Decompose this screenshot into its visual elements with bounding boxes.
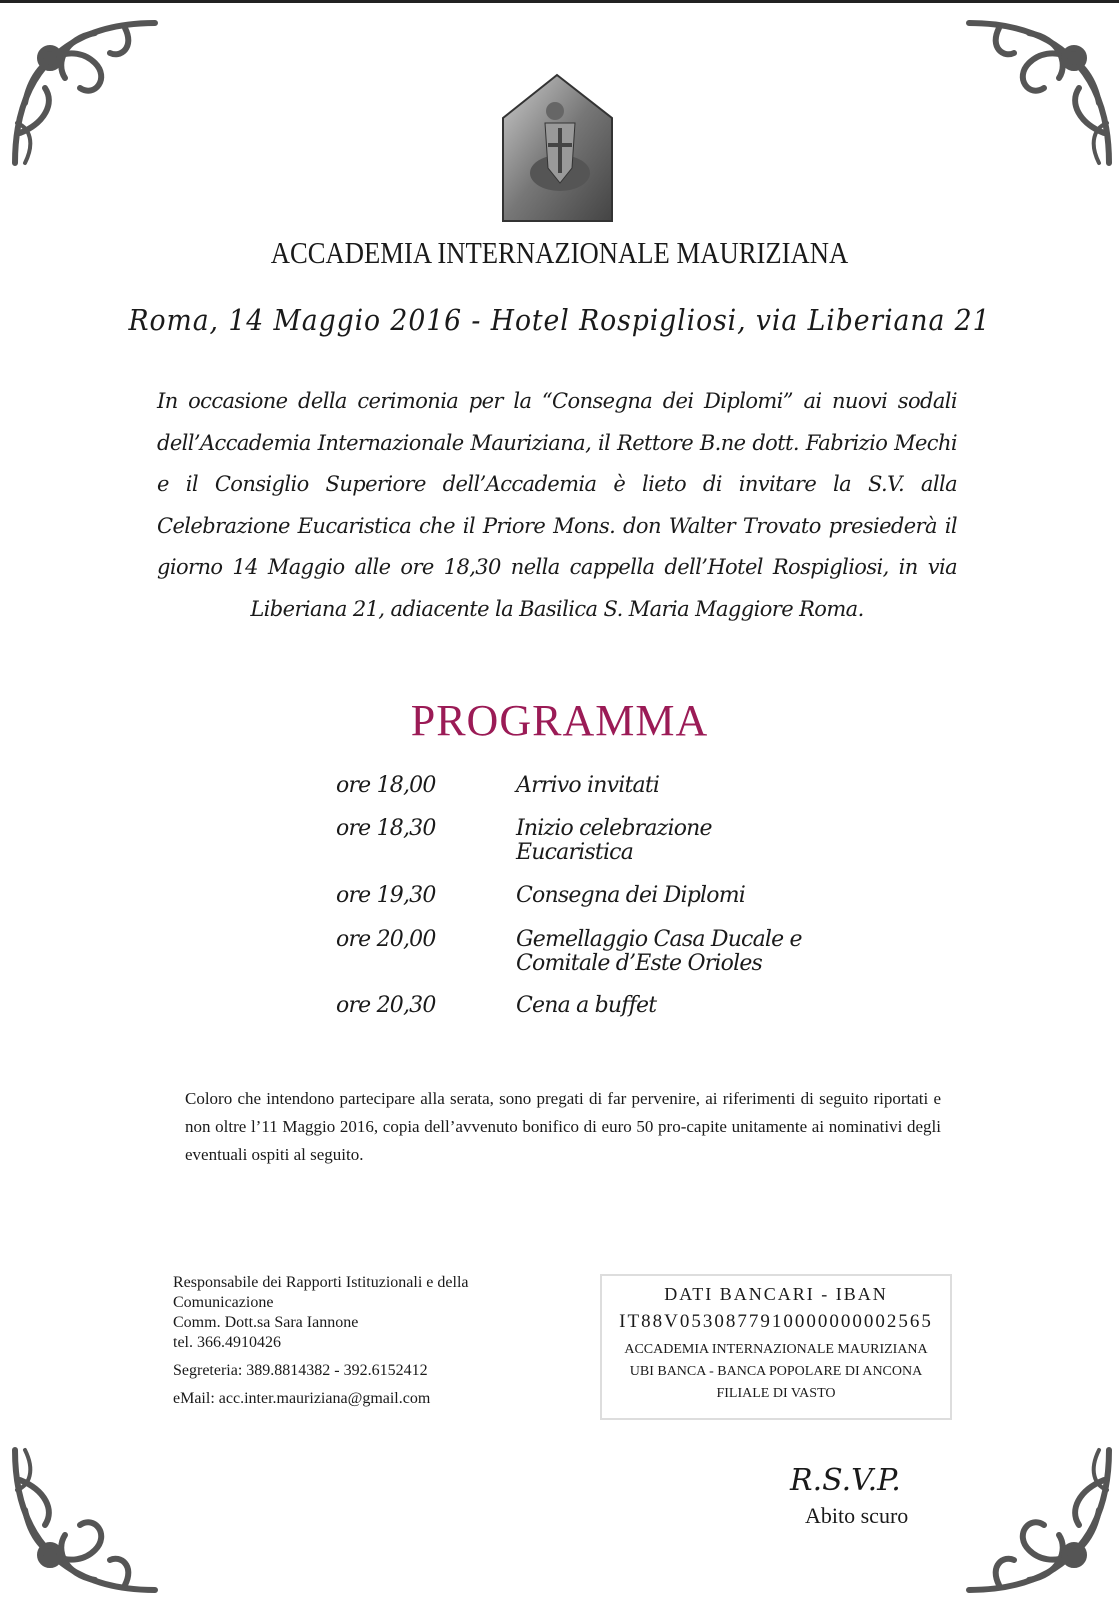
page-title: ACCADEMIA INTERNAZIONALE MAURIZIANA (270, 235, 849, 270)
iban-value: IT88V0530877910000000002565 (619, 1311, 933, 1332)
program-title: PROGRAMMA (410, 696, 709, 745)
program-time: ore 18,00 (336, 773, 436, 798)
contact-email: eMail: acc.inter.mauriziana@gmail.com (173, 1390, 431, 1407)
program-activity: Inizio celebrazione Eucaristica (516, 816, 712, 865)
contact-info (173, 1273, 533, 1409)
program-time: ore 20,00 (336, 927, 436, 952)
corner-ornament-top-right (959, 13, 1119, 173)
academy-emblem-knight (500, 73, 615, 223)
bank-details-box (600, 1274, 952, 1420)
corner-ornament-bottom-left (5, 1440, 165, 1600)
program-time: ore 18,30 (336, 816, 436, 841)
corner-ornament-top-left (5, 13, 165, 173)
contact-name: Comm. Dott.sa Sara Iannone (173, 1314, 359, 1331)
program-activity: Cena a buffet (516, 993, 657, 1018)
program-activity: Gemellaggio Casa Ducale e Comitale d’Este Orioles (516, 927, 802, 976)
dress-code: Abito scuro (805, 1503, 909, 1528)
program-activity: Consegna dei Diplomi (516, 883, 745, 908)
program-time: ore 19,30 (336, 883, 436, 908)
participation-notice: Coloro che intendono partecipare alla serata, sono pregati di far pervenire, ai riferimenti di seguito riportati e non oltre l’11 Maggio 2016, copia dell’avvenuto bonifico di euro 50 pro-capite unitamente ai nominativi degli eventuali ospiti al seguito. (185, 1089, 941, 1164)
corner-ornament-bottom-right (959, 1440, 1119, 1600)
contact-role: Responsabile dei Rapporti Istituzionali e della Comunicazione (173, 1274, 469, 1311)
bank-name: UBI BANCA - BANCA POPOLARE DI ANCONA (629, 1364, 923, 1379)
invitation-text: In occasione della cerimonia per la “Consegna dei Diplomi” ai nuovi sodali dell’Accademia Internazionale Mauriziana, il Rettore B.ne dott. Fabrizio Mechi e il Consiglio Superiore dell’Accademia è lieto di invitare la S.V. alla Celebrazione Eucaristica che il Priore Mons. don Walter Trovato presiederà il giorno 14 Maggio alle ore 18,30 nella cappella dell’Hotel Rospigliosi, in via Liberiana 21, adiacente la Basilica S. Maria Maggiore Roma. (157, 389, 957, 621)
account-holder: ACCADEMIA INTERNAZIONALE MAURIZIANA (624, 1342, 928, 1357)
event-date-location: Roma, 14 Maggio 2016 - Hotel Rospigliosi, via Liberiana 21 (128, 303, 991, 337)
program-time: ore 20,30 (336, 993, 436, 1018)
program-activity: Arrivo invitati (516, 773, 660, 798)
rsvp-label: R.S.V.P. (790, 1463, 901, 1498)
bank-heading: DATI BANCARI - IBAN (664, 1284, 888, 1304)
secretary-phones: Segreteria: 389.8814382 - 392.6152412 (173, 1362, 428, 1379)
bank-branch: FILIALE DI VASTO (716, 1386, 836, 1401)
contact-phone: tel. 366.4910426 (173, 1334, 281, 1351)
